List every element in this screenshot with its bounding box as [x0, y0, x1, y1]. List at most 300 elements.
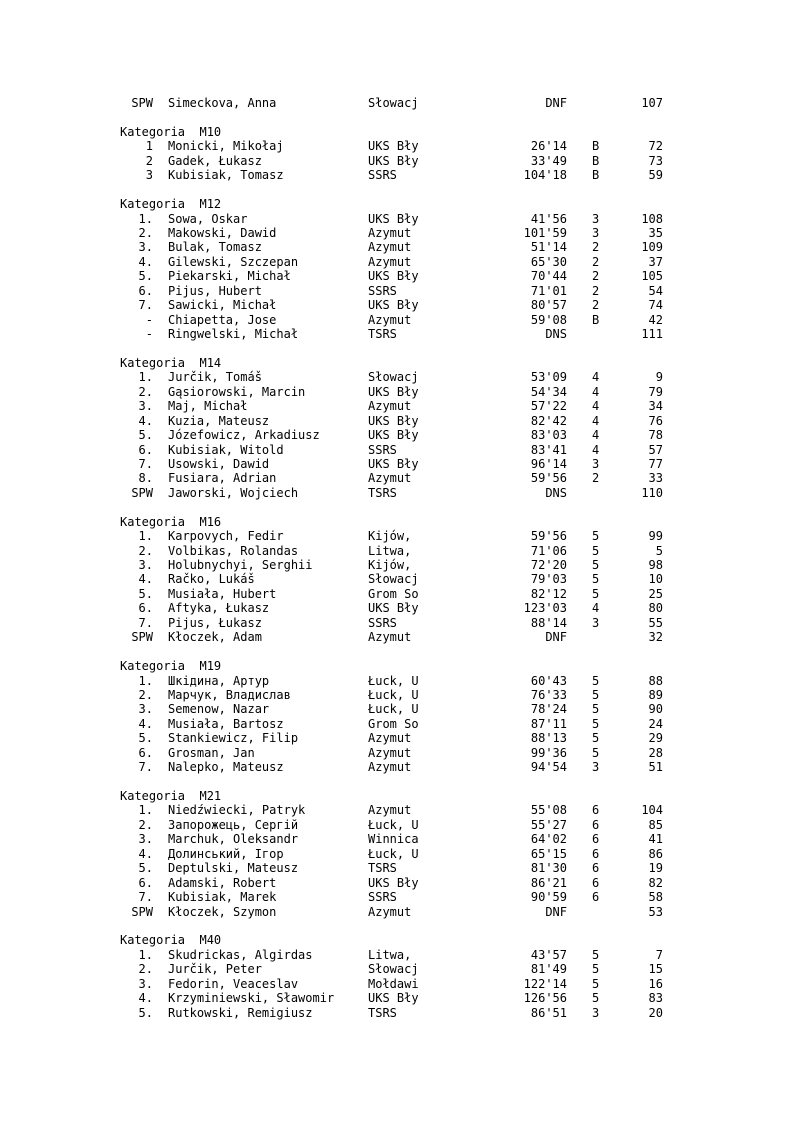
- result-name: Kubisiak, Tomasz: [168, 168, 284, 183]
- result-time: 64'02: [530, 832, 567, 847]
- result-place: 2.: [138, 687, 153, 702]
- result-row: [0, 471, 793, 485]
- result-name: Chiapetta, Jose: [168, 312, 277, 327]
- result-cls: 2: [592, 298, 600, 313]
- result-row: [0, 674, 793, 688]
- result-num: 73: [648, 153, 663, 168]
- result-place: 6.: [138, 875, 153, 890]
- category-title: Kategoria M19: [120, 659, 222, 674]
- result-row: [0, 168, 793, 182]
- result-club: Azymut: [368, 630, 412, 645]
- result-club: Azymut: [368, 803, 412, 818]
- result-club: Azymut: [368, 312, 412, 327]
- result-row: [0, 226, 793, 240]
- result-num: 85: [648, 817, 663, 832]
- result-cls: 5: [592, 558, 600, 572]
- result-name: Grosman, Jan: [168, 745, 255, 760]
- result-club: Łuck, U: [368, 673, 419, 688]
- result-time: 96'14: [530, 456, 567, 471]
- result-place: 5.: [138, 269, 153, 284]
- result-cls: 4: [592, 601, 600, 616]
- result-place: 1.: [138, 211, 153, 226]
- result-name: Марчук, Владислав: [168, 687, 291, 702]
- result-name: Jaworski, Wojciech: [168, 485, 299, 500]
- result-club: Azymut: [368, 731, 412, 746]
- result-row: [0, 414, 793, 428]
- category-title: Kategoria M12: [120, 197, 222, 212]
- result-num: 10: [648, 572, 663, 587]
- result-club: UKS Bły: [368, 384, 419, 399]
- result-name: Kubisiak, Witold: [168, 442, 284, 457]
- result-club: UKS Bły: [368, 413, 419, 428]
- result-row: [0, 428, 793, 442]
- result-time: 82'42: [530, 413, 567, 428]
- result-club: TSRS: [368, 327, 397, 341]
- result-name: Monicki, Mikołaj: [168, 139, 284, 154]
- result-time: 71'06: [530, 543, 567, 558]
- result-place: 6.: [138, 601, 153, 616]
- result-cls: B: [592, 168, 600, 183]
- result-row: [0, 861, 793, 875]
- result-place: 7.: [138, 298, 153, 313]
- result-club: UKS Bły: [368, 298, 419, 313]
- result-num: 76: [648, 413, 663, 428]
- result-time: 59'56: [530, 471, 567, 486]
- result-time: 88'14: [530, 615, 567, 630]
- result-name: Skudrickas, Algirdas: [168, 947, 313, 962]
- result-row: [0, 587, 793, 601]
- spacer: [0, 341, 793, 355]
- result-row: [0, 572, 793, 586]
- result-num: 111: [641, 327, 663, 341]
- result-club: Azymut: [368, 471, 412, 486]
- result-name: Piekarski, Michał: [168, 269, 291, 284]
- result-num: 15: [648, 962, 663, 977]
- result-time: 90'59: [530, 890, 567, 905]
- result-row: [0, 399, 793, 413]
- result-place: 4.: [138, 716, 153, 731]
- result-place: 6.: [138, 283, 153, 298]
- result-club: UKS Bły: [368, 211, 419, 226]
- result-place: 1.: [138, 370, 153, 385]
- result-place: 3.: [138, 399, 153, 414]
- result-cls: 4: [592, 384, 600, 399]
- result-club: Łuck, U: [368, 702, 419, 717]
- result-place: 6.: [138, 745, 153, 760]
- result-time: DNF: [545, 630, 567, 645]
- result-name: Holubnychyi, Serghii: [168, 558, 313, 572]
- result-name: Sowa, Oskar: [168, 211, 248, 226]
- category-header-row: [0, 933, 793, 947]
- result-name: Krzyminiewski, Sławomir: [168, 991, 335, 1006]
- result-time: 123'03: [523, 601, 567, 616]
- result-club: UKS Bły: [368, 991, 419, 1006]
- result-cls: 3: [592, 1005, 600, 1020]
- result-club: Grom So: [368, 716, 419, 731]
- result-place: 4.: [138, 254, 153, 269]
- result-row: [0, 977, 793, 991]
- result-club: Grom So: [368, 586, 419, 601]
- result-place: 3: [145, 168, 153, 183]
- result-club: Mołdawi: [368, 976, 419, 991]
- result-place: 3.: [138, 702, 153, 717]
- result-time: 83'03: [530, 428, 567, 443]
- result-cls: 2: [592, 471, 600, 486]
- result-place: 2.: [138, 962, 153, 977]
- result-cls: 5: [592, 991, 600, 1006]
- result-time: DNS: [545, 485, 567, 500]
- result-place: -: [145, 312, 153, 327]
- result-row: [0, 731, 793, 745]
- result-num: 83: [648, 991, 663, 1006]
- result-name: Karpovych, Fedir: [168, 529, 284, 544]
- result-cls: 5: [592, 731, 600, 746]
- result-place: 2.: [138, 543, 153, 558]
- result-place: 7.: [138, 456, 153, 471]
- result-place: 2: [145, 153, 153, 168]
- result-name: Deptulski, Mateusz: [168, 861, 299, 876]
- category-header-row: [0, 125, 793, 139]
- result-row: [0, 832, 793, 846]
- result-cls: 4: [592, 428, 600, 443]
- result-place: 5.: [138, 586, 153, 601]
- result-num: 32: [648, 630, 663, 645]
- result-place: 1.: [138, 529, 153, 544]
- result-cls: 4: [592, 413, 600, 428]
- result-club: UKS Bły: [368, 139, 419, 154]
- result-club: SSRS: [368, 890, 397, 905]
- result-num: 105: [641, 269, 663, 284]
- result-cls: 4: [592, 442, 600, 457]
- result-time: 43'57: [530, 947, 567, 962]
- result-row: [0, 876, 793, 890]
- result-cls: 5: [592, 716, 600, 731]
- result-cls: 6: [592, 890, 600, 905]
- result-name: Stankiewicz, Filip: [168, 731, 299, 746]
- result-time: 71'01: [530, 283, 567, 298]
- result-place: 2.: [138, 817, 153, 832]
- result-cls: 5: [592, 947, 600, 962]
- result-row: [0, 717, 793, 731]
- spacer: [0, 183, 793, 197]
- result-time: 81'30: [530, 861, 567, 876]
- result-place: SPW: [131, 904, 153, 919]
- result-name: Kłoczek, Adam: [168, 630, 262, 645]
- result-num: 55: [648, 615, 663, 630]
- result-name: Jurčik, Peter: [168, 962, 262, 977]
- result-time: 79'03: [530, 572, 567, 587]
- result-name: Gąsiorowski, Marcin: [168, 384, 306, 399]
- result-num: 77: [648, 456, 663, 471]
- result-num: 80: [648, 601, 663, 616]
- result-place: 1.: [138, 673, 153, 688]
- result-place: SPW: [131, 630, 153, 645]
- category-title: Kategoria M40: [120, 933, 222, 948]
- result-time: 54'34: [530, 384, 567, 399]
- result-club: Azymut: [368, 745, 412, 760]
- result-club: Winnica: [368, 832, 419, 847]
- spacer: [0, 919, 793, 933]
- result-num: 88: [648, 673, 663, 688]
- result-club: Słowacj: [368, 962, 419, 977]
- category-title: Kategoria M14: [120, 355, 222, 370]
- result-club: Azymut: [368, 225, 412, 240]
- result-name: Запорожець, Сергій: [168, 817, 299, 832]
- result-place: 2.: [138, 225, 153, 240]
- result-club: TSRS: [368, 485, 397, 500]
- result-row: [0, 905, 793, 919]
- result-cls: 4: [592, 370, 600, 385]
- result-name: Musiała, Hubert: [168, 586, 277, 601]
- result-cls: 2: [592, 283, 600, 298]
- result-cls: B: [592, 312, 600, 327]
- result-club: SSRS: [368, 442, 397, 457]
- result-name: Kłoczek, Szymon: [168, 904, 277, 919]
- result-name: Maj, Michał: [168, 399, 248, 414]
- result-row: [0, 269, 793, 283]
- result-place: 7.: [138, 890, 153, 905]
- category-title: Kategoria M16: [120, 514, 222, 529]
- result-club: Słowacj: [368, 370, 419, 385]
- result-club: Litwa,: [368, 947, 412, 962]
- result-cls: 5: [592, 673, 600, 688]
- result-num: 57: [648, 442, 663, 457]
- result-num: 108: [641, 211, 663, 226]
- result-num: 74: [648, 298, 663, 313]
- result-name: Rutkowski, Remigiusz: [168, 1005, 313, 1020]
- result-name: Račko, Lukáš: [168, 572, 255, 587]
- result-row: [0, 284, 793, 298]
- result-name: Usowski, Dawid: [168, 456, 270, 471]
- result-num: 28: [648, 745, 663, 760]
- result-club: SSRS: [368, 168, 397, 183]
- result-cls: B: [592, 139, 600, 154]
- result-place: 3.: [138, 558, 153, 572]
- spacer: [0, 500, 793, 514]
- result-num: 90: [648, 702, 663, 717]
- result-cls: 2: [592, 254, 600, 269]
- result-name: Gilewski, Szczepan: [168, 254, 299, 269]
- result-time: 88'13: [530, 731, 567, 746]
- result-name: Makowski, Dawid: [168, 225, 277, 240]
- result-place: 7.: [138, 760, 153, 775]
- result-name: Gadek, Łukasz: [168, 153, 262, 168]
- result-num: 5: [655, 543, 663, 558]
- result-cls: B: [592, 153, 600, 168]
- result-row: [0, 457, 793, 471]
- result-club: UKS Bły: [368, 153, 419, 168]
- result-num: 89: [648, 687, 663, 702]
- result-name: Шкідина, Артур: [168, 673, 270, 688]
- result-num: 25: [648, 586, 663, 601]
- result-time: 101'59: [523, 225, 567, 240]
- result-row: [0, 630, 793, 644]
- result-club: UKS Bły: [368, 269, 419, 284]
- result-cls: 3: [592, 615, 600, 630]
- result-time: 83'41: [530, 442, 567, 457]
- result-place: 7.: [138, 615, 153, 630]
- result-cls: 5: [592, 543, 600, 558]
- result-club: SSRS: [368, 615, 397, 630]
- result-num: 107: [641, 96, 663, 110]
- result-row: [0, 702, 793, 716]
- result-place: -: [145, 327, 153, 341]
- result-time: 59'08: [530, 312, 567, 327]
- result-time: 53'09: [530, 370, 567, 385]
- result-name: Musiała, Bartosz: [168, 716, 284, 731]
- result-place: 1.: [138, 803, 153, 818]
- result-place: 1.: [138, 947, 153, 962]
- result-time: DNF: [545, 96, 567, 110]
- result-row: [0, 486, 793, 500]
- result-num: 19: [648, 861, 663, 876]
- result-time: 122'14: [523, 976, 567, 991]
- spacer: [0, 645, 793, 659]
- result-time: 41'56: [530, 211, 567, 226]
- result-club: Litwa,: [368, 543, 412, 558]
- result-place: 3.: [138, 976, 153, 991]
- result-row: [0, 313, 793, 327]
- result-time: 104'18: [523, 168, 567, 183]
- result-row: [0, 154, 793, 168]
- result-name: Долинський, Ігор: [168, 846, 284, 861]
- result-time: 55'27: [530, 817, 567, 832]
- result-name: Semenow, Nazar: [168, 702, 270, 717]
- result-row: [0, 1006, 793, 1020]
- spacer: [0, 110, 793, 124]
- result-cls: 5: [592, 702, 600, 717]
- result-num: 24: [648, 716, 663, 731]
- result-row: [0, 818, 793, 832]
- result-row: [0, 529, 793, 543]
- result-cls: 5: [592, 745, 600, 760]
- result-time: DNF: [545, 904, 567, 919]
- result-cls: 6: [592, 832, 600, 847]
- result-place: SPW: [131, 485, 153, 500]
- category-header-row: [0, 515, 793, 529]
- result-time: 86'21: [530, 875, 567, 890]
- result-cls: 6: [592, 846, 600, 861]
- result-club: UKS Bły: [368, 428, 419, 443]
- result-row: [0, 991, 793, 1005]
- result-cls: 6: [592, 817, 600, 832]
- result-club: TSRS: [368, 1005, 397, 1020]
- result-row: [0, 948, 793, 962]
- category-header-row: [0, 356, 793, 370]
- result-time: 81'49: [530, 962, 567, 977]
- result-num: 9: [655, 370, 663, 385]
- result-time: 72'20: [530, 558, 567, 572]
- result-time: 126'56: [523, 991, 567, 1006]
- result-time: 80'57: [530, 298, 567, 313]
- result-place: 3.: [138, 832, 153, 847]
- result-place: 2.: [138, 384, 153, 399]
- category-header-row: [0, 789, 793, 803]
- result-name: Volbikas, Rolandas: [168, 543, 299, 558]
- result-row: [0, 96, 793, 110]
- category-header-row: [0, 659, 793, 673]
- result-cls: 2: [592, 269, 600, 284]
- result-club: Łuck, U: [368, 687, 419, 702]
- result-club: UKS Bły: [368, 601, 419, 616]
- result-row: [0, 255, 793, 269]
- result-place: 3.: [138, 240, 153, 255]
- result-cls: 3: [592, 456, 600, 471]
- result-club: Azymut: [368, 254, 412, 269]
- result-time: 65'30: [530, 254, 567, 269]
- result-cls: 5: [592, 586, 600, 601]
- result-place: SPW: [131, 96, 153, 110]
- result-time: 60'43: [530, 673, 567, 688]
- result-club: UKS Bły: [368, 456, 419, 471]
- result-time: 87'11: [530, 716, 567, 731]
- result-club: Azymut: [368, 760, 412, 775]
- result-num: 104: [641, 803, 663, 818]
- result-row: [0, 240, 793, 254]
- result-row: [0, 298, 793, 312]
- result-num: 37: [648, 254, 663, 269]
- result-row: [0, 962, 793, 976]
- result-cls: 5: [592, 572, 600, 587]
- result-cls: 6: [592, 875, 600, 890]
- result-cls: 3: [592, 211, 600, 226]
- result-cls: 4: [592, 399, 600, 414]
- result-time: DNS: [545, 327, 567, 341]
- result-time: 76'33: [530, 687, 567, 702]
- result-cls: 6: [592, 803, 600, 818]
- result-row: [0, 746, 793, 760]
- result-name: Józefowicz, Arkadiusz: [168, 428, 320, 443]
- result-name: Fusiara, Adrian: [168, 471, 277, 486]
- result-num: 109: [641, 240, 663, 255]
- result-club: Łuck, U: [368, 817, 419, 832]
- result-num: 53: [648, 904, 663, 919]
- result-club: Kijów,: [368, 558, 412, 572]
- result-time: 65'15: [530, 846, 567, 861]
- result-cls: 3: [592, 225, 600, 240]
- result-club: Łuck, U: [368, 846, 419, 861]
- result-cls: 5: [592, 687, 600, 702]
- result-name: Adamski, Robert: [168, 875, 277, 890]
- result-name: Kuzia, Mateusz: [168, 413, 270, 428]
- result-name: Jurčik, Tomáš: [168, 370, 262, 385]
- result-num: 51: [648, 760, 663, 775]
- result-row: [0, 890, 793, 904]
- result-name: Simeckova, Anna: [168, 96, 277, 110]
- result-time: 78'24: [530, 702, 567, 717]
- result-time: 70'44: [530, 269, 567, 284]
- result-num: 29: [648, 731, 663, 746]
- result-num: 7: [655, 947, 663, 962]
- result-time: 33'49: [530, 153, 567, 168]
- result-club: TSRS: [368, 861, 397, 876]
- result-num: 34: [648, 399, 663, 414]
- category-title: Kategoria M10: [120, 124, 222, 139]
- result-row: [0, 847, 793, 861]
- result-row: [0, 601, 793, 615]
- result-place: 5.: [138, 428, 153, 443]
- result-row: [0, 616, 793, 630]
- result-place: 4.: [138, 846, 153, 861]
- result-num: 42: [648, 312, 663, 327]
- result-club: Azymut: [368, 399, 412, 414]
- result-club: Kijów,: [368, 529, 412, 544]
- result-row: [0, 139, 793, 153]
- result-num: 33: [648, 471, 663, 486]
- result-num: 99: [648, 529, 663, 544]
- result-place: 1: [145, 139, 153, 154]
- result-place: 6.: [138, 442, 153, 457]
